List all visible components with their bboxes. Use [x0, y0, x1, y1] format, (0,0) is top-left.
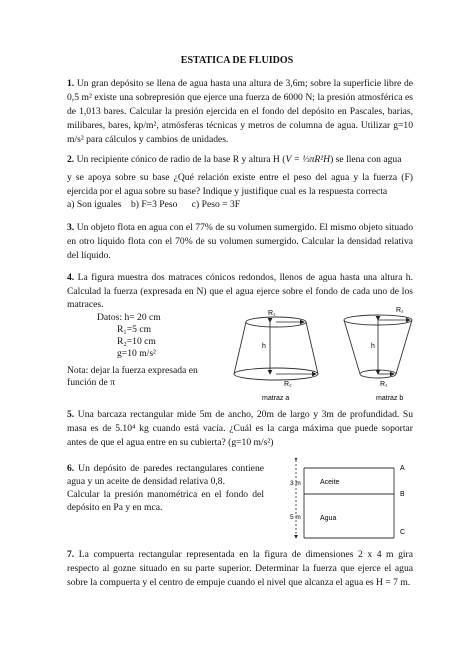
problem-1-line-5: m/s² para cálculos y cambios de unidades.	[67, 134, 229, 145]
tank	[296, 460, 394, 538]
flask-b	[344, 315, 412, 378]
problem-1-line-2: 0,5 m² existe una sobrepresión que ejerce una fuerza de 6000 N; la presión atmosférica es	[67, 92, 413, 103]
flask-a-h-label: h	[262, 343, 266, 350]
problem-2-text-1a: Un recipiente cónico de radio de la base R y altura H (	[76, 154, 286, 165]
problem-4-number: 4.	[67, 272, 75, 283]
problem-3-number: 3.	[67, 222, 75, 233]
problem-4-text-1: La figura muestra dos matraces cónicos redondos, llenos de agua hasta una altura h.	[77, 272, 414, 283]
problem-2-line-1	[67, 154, 417, 167]
flask-b-caption: matraz b	[376, 395, 404, 402]
problem-4-data-g: g=10 m/s²	[117, 348, 156, 359]
problem-5-line-2: masa es de 5.10⁴ kg cuando está vacía. ¿Cuál es la carga máxima que puede soportar	[67, 423, 413, 434]
problem-4-data-r1: R₁=5 cm	[117, 324, 152, 335]
problem-5-line-1	[67, 409, 413, 422]
problem-7-line-2: respecto al gozne situado en su parte superior. Determinar la fuerza que ejerce el agua	[67, 563, 413, 574]
problem-1-line-1	[67, 78, 413, 91]
problem-7-line-3: sobre la compuerta y el centro de empuje cuando el nivel que alcanza el agua es H = 7 m.	[67, 577, 411, 588]
flask-a-bottom-label: R₂	[284, 381, 292, 388]
flask-a-top-label: R₁	[268, 310, 276, 317]
flask-a-caption: matraz a	[262, 395, 290, 402]
problem-6-number: 6.	[67, 463, 75, 474]
problem-5-number: 5.	[67, 409, 75, 420]
problem-6-line-1	[67, 463, 264, 476]
problem-1-line-3: de 1,013 bares. Calcular la presión ejercida en el fondo del depósito en Pascales, barias,	[67, 106, 413, 117]
flask-b-bottom-label: R₁	[380, 381, 388, 388]
problem-2-line-2: y se apoya sobre su base ¿Qué relación existe entre el peso del agua y la fuerza (F)	[67, 172, 413, 183]
oil-label: Aceite	[320, 479, 340, 486]
problem-2-text-1b: ) se llena con agua	[330, 154, 402, 165]
flasks-figure	[228, 302, 424, 404]
tank-figure	[286, 458, 420, 542]
problem-1-line-4: milibares, bares, kp/m², atmósferas técnicas y metros de columna de agua. Utilizar g=10	[67, 120, 413, 131]
problem-2-line-3: ejercida por el agua sobre su base? Indique y justifique cual es la respuesta correcta	[67, 186, 388, 197]
problem-1-number: 1.	[67, 78, 75, 89]
problem-3-line-2: en otro líquido flota con el 70% de su volumen sumergido. Calcular la densidad relativa	[67, 236, 413, 247]
problem-7-line-1	[67, 549, 413, 562]
flask-b-h-label: h	[371, 343, 375, 350]
point-b-label: B	[400, 491, 405, 498]
problem-6-line-2: agua y un aceite de densidad relativa 0,8.	[67, 476, 225, 487]
water-label: Agua	[320, 515, 337, 522]
problem-6-line-3: Calcular la presión manométrica en el fondo del	[67, 489, 264, 500]
flask-a	[234, 317, 318, 380]
problem-3-line-3: del líquido.	[67, 250, 111, 261]
problem-1-text-1: Un gran depósito se llena de agua hasta una altura de 3,6m; sobre la superficie libre de	[76, 78, 413, 89]
problem-6-line-4: depósito en Pa y en mca.	[67, 502, 163, 513]
problem-3-line-1	[67, 222, 413, 235]
problem-5-text-1: Una barcaza rectangular mide 5m de ancho, 20m de largo y 3m de profundidad. Su	[77, 409, 413, 420]
flask-b-top-label: R₂	[396, 307, 404, 314]
problem-5-line-3: antes de que el agua entre en su cubierta? (g=10 m/s²)	[67, 437, 274, 448]
problem-4-data-r2: R₂=10 cm	[117, 336, 156, 347]
problem-3-text-1: Un objeto flota en agua con el 77% de su volumen sumergido. El mismo objeto situado	[76, 222, 413, 233]
problem-4-line-3: matraces.	[67, 299, 104, 310]
oil-height-label: 3 m	[290, 480, 301, 487]
problem-7-text-1: La compuerta rectangular representada en la figura de dimensiones 2 x 4 m gira	[78, 549, 414, 560]
problem-4-note-2: función de π	[67, 377, 116, 388]
water-height-label: 5 m	[290, 514, 301, 521]
problem-2-volume-formula: V = ⅓πR²H	[285, 154, 331, 165]
problem-2-number: 2.	[67, 154, 75, 165]
problem-4-line-1	[67, 272, 413, 285]
point-a-label: A	[400, 465, 405, 472]
problem-4-data-h: Datos: h= 20 cm	[97, 312, 161, 323]
page-title: ESTATICA DE FLUIDOS	[180, 55, 294, 66]
problem-4-note-1: Nota: dejar la fuerza expresada en	[67, 365, 198, 376]
problem-4-line-2: Calculad la fuerza (expresada en N) que el agua ejerce sobre el fondo de cada uno de los	[67, 286, 413, 297]
point-c-label: C	[400, 529, 406, 536]
problem-6-text-1: Un depósito de paredes rectangulares contiene	[78, 463, 264, 474]
problem-7-number: 7.	[67, 549, 75, 560]
problem-2-options: a) Son iguales b) F=3 Peso c) Peso = 3F	[67, 199, 241, 210]
